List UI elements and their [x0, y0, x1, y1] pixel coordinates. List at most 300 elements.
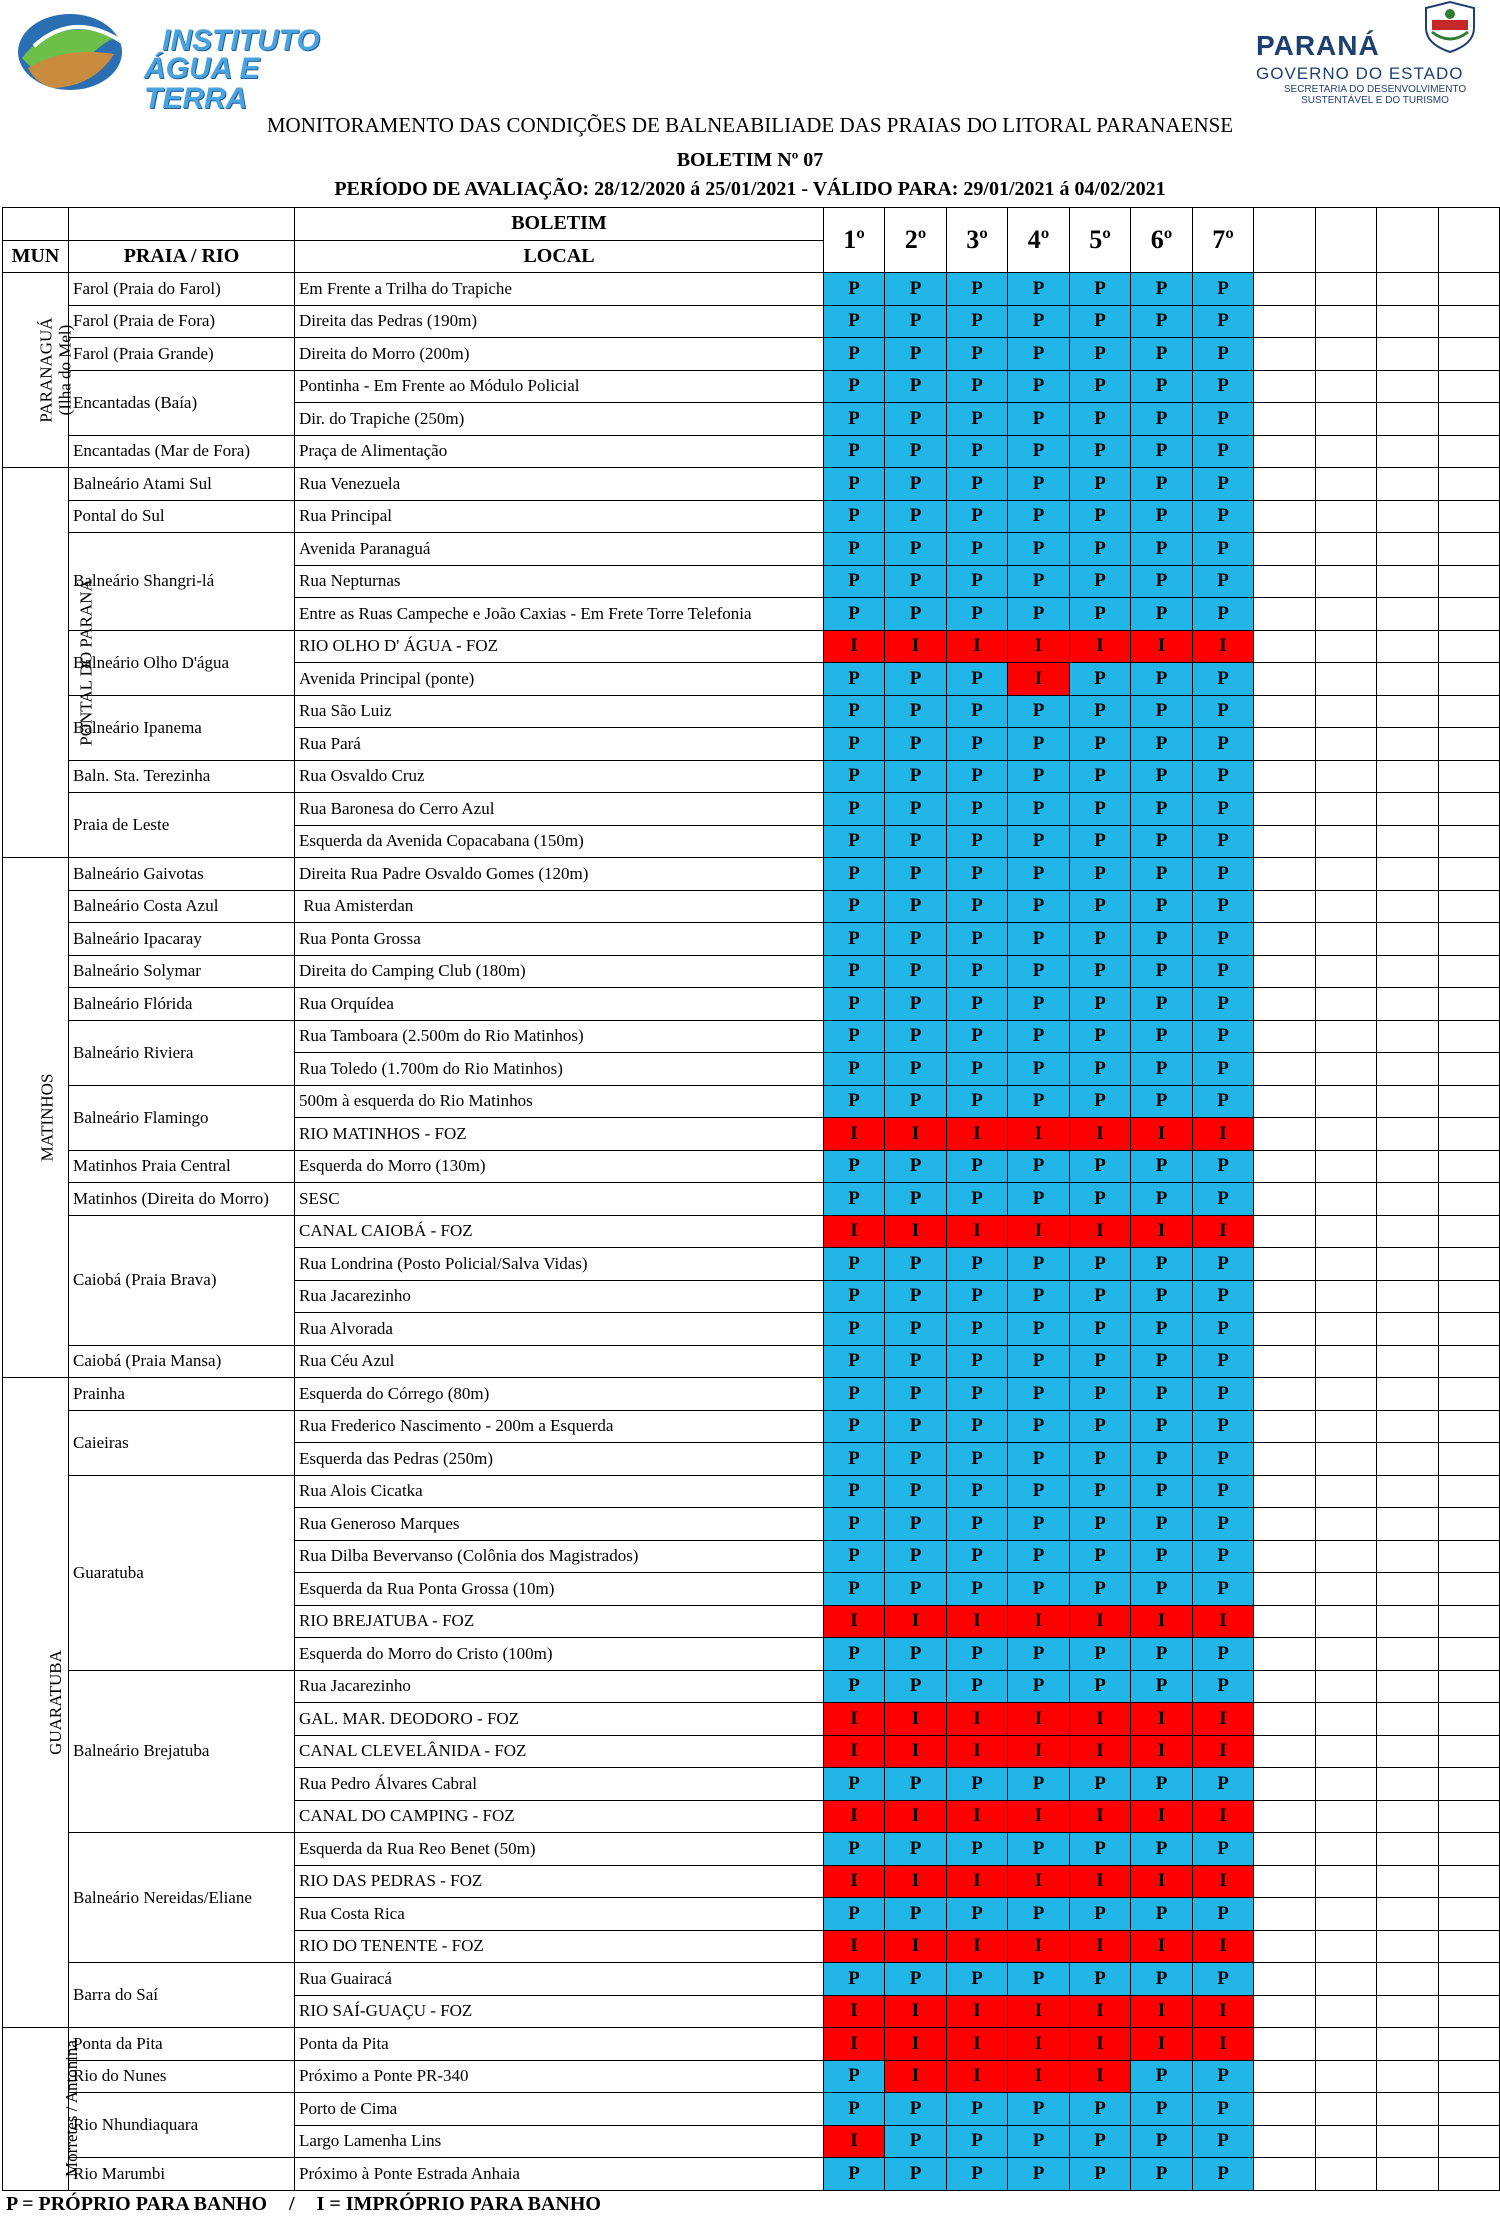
empty-cell — [1316, 2125, 1377, 2158]
praia-cell: Baln. Sta. Terezinha — [69, 760, 295, 793]
status-cell-day-4: P — [1008, 728, 1070, 761]
empty-cell — [1439, 1313, 1500, 1346]
status-cell-day-6: P — [1131, 760, 1193, 793]
status-cell-day-2: P — [885, 565, 947, 598]
day-header-7: 7º — [1193, 208, 1254, 273]
status-cell-day-5: P — [1070, 403, 1131, 436]
status-cell-day-4: I — [1008, 2060, 1070, 2093]
status-cell-day-7: P — [1193, 1378, 1254, 1411]
empty-cell — [1254, 955, 1316, 988]
empty-cell — [1439, 1800, 1500, 1833]
empty-cell — [1254, 565, 1316, 598]
local-cell: CANAL CLEVELÂNIDA - FOZ — [295, 1735, 824, 1768]
status-cell-day-1: P — [824, 825, 885, 858]
status-cell-day-6: I — [1131, 630, 1193, 663]
status-cell-day-6: P — [1131, 1345, 1193, 1378]
empty-cell — [1439, 1898, 1500, 1931]
status-cell-day-5: P — [1070, 923, 1131, 956]
local-cell: Rua Dilba Bevervanso (Colônia dos Magistrados) — [295, 1540, 824, 1573]
empty-cell — [1439, 988, 1500, 1021]
empty-cell — [1377, 338, 1439, 371]
status-cell-day-5: I — [1070, 1735, 1131, 1768]
status-cell-day-3: P — [947, 1573, 1008, 1606]
empty-cell — [1254, 1118, 1316, 1151]
status-cell-day-3: I — [947, 1735, 1008, 1768]
empty-cell — [1254, 1508, 1316, 1541]
status-cell-day-2: P — [885, 1280, 947, 1313]
municipality-label-line: PARANAGUÁ — [36, 316, 56, 423]
status-cell-day-7: P — [1193, 565, 1254, 598]
status-cell-day-4: P — [1008, 1053, 1070, 1086]
status-cell-day-1: P — [824, 338, 885, 371]
empty-cell — [1439, 500, 1500, 533]
status-cell-day-6: P — [1131, 2158, 1193, 2191]
status-cell-day-5: P — [1070, 1020, 1131, 1053]
status-cell-day-1: P — [824, 1508, 885, 1541]
status-cell-day-1: P — [824, 1085, 885, 1118]
empty-cell — [1439, 598, 1500, 631]
local-cell: Esquerda da Rua Reo Benet (50m) — [295, 1833, 824, 1866]
status-cell-day-7: P — [1193, 1963, 1254, 1996]
local-cell: Rua Generoso Marques — [295, 1508, 824, 1541]
empty-cell — [1439, 2093, 1500, 2126]
local-cell: Esquerda das Pedras (250m) — [295, 1443, 824, 1476]
status-cell-day-4: I — [1008, 2028, 1070, 2061]
status-cell-day-3: P — [947, 1280, 1008, 1313]
status-cell-day-2: P — [885, 1313, 947, 1346]
municipality-cell — [3, 1378, 69, 2028]
status-cell-day-2: P — [885, 1020, 947, 1053]
status-cell-day-2: P — [885, 2158, 947, 2191]
status-cell-day-7: P — [1193, 923, 1254, 956]
status-cell-day-2: I — [885, 1865, 947, 1898]
status-cell-day-1: P — [824, 370, 885, 403]
status-cell-day-1: P — [824, 695, 885, 728]
table-row — [3, 760, 1500, 793]
status-cell-day-2: P — [885, 1345, 947, 1378]
status-cell-day-4: P — [1008, 988, 1070, 1021]
status-cell-day-5: P — [1070, 1573, 1131, 1606]
empty-cell — [1316, 1378, 1377, 1411]
status-cell-day-4: P — [1008, 338, 1070, 371]
empty-cell — [1439, 1833, 1500, 1866]
empty-cell — [1439, 338, 1500, 371]
status-cell-day-7: P — [1193, 2093, 1254, 2126]
local-cell: Direita das Pedras (190m) — [295, 305, 824, 338]
status-cell-day-5: P — [1070, 1378, 1131, 1411]
empty-cell — [1439, 1508, 1500, 1541]
local-cell: Rua Venezuela — [295, 468, 824, 501]
empty-cell — [1316, 1963, 1377, 1996]
empty-cell — [1254, 1443, 1316, 1476]
status-cell-day-5: I — [1070, 1118, 1131, 1151]
table-row — [3, 988, 1500, 1021]
municipality-cell — [3, 2028, 81, 2191]
status-cell-day-5: I — [1070, 1930, 1131, 1963]
status-cell-day-6: P — [1131, 923, 1193, 956]
empty-cell — [1254, 630, 1316, 663]
status-cell-day-4: P — [1008, 923, 1070, 956]
municipality-label — [37, 317, 75, 422]
empty-cell — [1377, 1898, 1439, 1931]
empty-cell — [1377, 793, 1439, 826]
local-cell: Rua Londrina (Posto Policial/Salva Vidas) — [295, 1248, 824, 1281]
status-cell-day-1: P — [824, 1475, 885, 1508]
municipality-label-line: GUARATUBA — [45, 1649, 65, 1755]
status-cell-day-5: P — [1070, 1150, 1131, 1183]
praia-cell: Balneário Flamingo — [69, 1085, 295, 1150]
empty-cell — [1439, 1540, 1500, 1573]
status-cell-day-1: I — [824, 1605, 885, 1638]
status-cell-day-5: P — [1070, 858, 1131, 891]
local-cell: Em Frente a Trilha do Trapiche — [295, 273, 824, 306]
status-cell-day-2: I — [885, 1800, 947, 1833]
empty-cell — [1377, 858, 1439, 891]
table-row — [3, 1150, 1500, 1183]
status-cell-day-6: I — [1131, 1800, 1193, 1833]
status-cell-day-2: I — [885, 2028, 947, 2061]
status-cell-day-3: P — [947, 2158, 1008, 2191]
status-cell-day-2: P — [885, 500, 947, 533]
municipality-label — [77, 579, 96, 745]
status-cell-day-6: P — [1131, 1670, 1193, 1703]
status-cell-day-1: P — [824, 565, 885, 598]
status-cell-day-5: P — [1070, 533, 1131, 566]
status-cell-day-1: P — [824, 1638, 885, 1671]
status-cell-day-1: P — [824, 890, 885, 923]
empty-cell — [1316, 2093, 1377, 2126]
empty-cell — [1254, 273, 1316, 306]
empty-cell — [1254, 1833, 1316, 1866]
table-row — [3, 1085, 1500, 1118]
status-cell-day-3: P — [947, 403, 1008, 436]
status-cell-day-2: P — [885, 2093, 947, 2126]
local-cell: Rua Pará — [295, 728, 824, 761]
bulletin-number: BOLETIM Nº 07 — [676, 149, 824, 171]
status-cell-day-6: I — [1131, 1930, 1193, 1963]
empty-cell — [1377, 1573, 1439, 1606]
status-cell-day-7: I — [1193, 1995, 1254, 2028]
status-cell-day-7: P — [1193, 435, 1254, 468]
status-cell-day-2: P — [885, 403, 947, 436]
status-cell-day-3: I — [947, 1865, 1008, 1898]
status-cell-day-5: P — [1070, 988, 1131, 1021]
table-row — [3, 630, 1500, 663]
status-cell-day-6: I — [1131, 2028, 1193, 2061]
status-cell-day-5: P — [1070, 2125, 1131, 2158]
status-cell-day-2: P — [885, 1670, 947, 1703]
empty-cell — [1377, 435, 1439, 468]
local-cell: Rua Principal — [295, 500, 824, 533]
status-cell-day-4: P — [1008, 370, 1070, 403]
status-cell-day-1: P — [824, 1540, 885, 1573]
status-cell-day-3: P — [947, 1540, 1008, 1573]
empty-cell — [1316, 1150, 1377, 1183]
local-cell: Rua Nepturnas — [295, 565, 824, 598]
status-cell-day-4: P — [1008, 1280, 1070, 1313]
status-cell-day-4: P — [1008, 825, 1070, 858]
empty-cell — [1254, 988, 1316, 1021]
empty-cell — [1439, 1963, 1500, 1996]
status-cell-day-3: P — [947, 1150, 1008, 1183]
empty-cell — [1377, 403, 1439, 436]
empty-cell — [1254, 1605, 1316, 1638]
status-cell-day-3: P — [947, 500, 1008, 533]
status-cell-day-6: I — [1131, 1865, 1193, 1898]
status-cell-day-4: P — [1008, 858, 1070, 891]
status-cell-day-1: P — [824, 1150, 885, 1183]
empty-cell — [1254, 1345, 1316, 1378]
table-row — [3, 1475, 1500, 1508]
local-cell: Rua Tamboara (2.500m do Rio Matinhos) — [295, 1020, 824, 1053]
municipality-label — [62, 2040, 81, 2177]
empty-cell — [1254, 923, 1316, 956]
empty-cell — [1439, 695, 1500, 728]
table-header-row-1 — [3, 208, 1500, 241]
instituto-logo-icon — [14, 6, 144, 92]
local-cell: Direita do Camping Club (180m) — [295, 955, 824, 988]
praia-cell: Rio Marumbi — [69, 2158, 295, 2191]
status-cell-day-5: I — [1070, 1605, 1131, 1638]
empty-cell — [1439, 1248, 1500, 1281]
status-cell-day-3: P — [947, 728, 1008, 761]
table-row — [3, 2158, 1500, 2191]
empty-cell — [1254, 305, 1316, 338]
table-row — [3, 1345, 1500, 1378]
status-cell-day-7: P — [1193, 533, 1254, 566]
empty-cell — [1316, 1800, 1377, 1833]
status-cell-day-5: P — [1070, 1345, 1131, 1378]
status-cell-day-6: P — [1131, 825, 1193, 858]
empty-cell — [1254, 1800, 1316, 1833]
status-cell-day-1: P — [824, 1963, 885, 1996]
empty-cell — [1439, 1345, 1500, 1378]
status-cell-day-6: P — [1131, 1508, 1193, 1541]
status-cell-day-2: I — [885, 1930, 947, 1963]
status-cell-day-3: I — [947, 1605, 1008, 1638]
empty-cell — [1316, 1280, 1377, 1313]
local-cell: Rua Amisterdan — [295, 890, 824, 923]
status-cell-day-2: I — [885, 2060, 947, 2093]
local-cell: Rua São Luiz — [295, 695, 824, 728]
status-cell-day-1: P — [824, 2060, 885, 2093]
empty-cell — [1316, 1313, 1377, 1346]
empty-cell — [1439, 1735, 1500, 1768]
status-cell-day-1: P — [824, 1280, 885, 1313]
empty-cell — [1316, 793, 1377, 826]
status-cell-day-4: P — [1008, 1150, 1070, 1183]
status-cell-day-7: P — [1193, 2158, 1254, 2191]
status-cell-day-6: P — [1131, 890, 1193, 923]
empty-cell — [1377, 1735, 1439, 1768]
status-cell-day-7: P — [1193, 1638, 1254, 1671]
status-cell-day-1: P — [824, 468, 885, 501]
empty-cell — [1377, 1118, 1439, 1151]
local-cell: Esquerda do Morro do Cristo (100m) — [295, 1638, 824, 1671]
status-cell-day-6: P — [1131, 1833, 1193, 1866]
empty-cell — [1316, 1085, 1377, 1118]
status-cell-day-3: P — [947, 663, 1008, 696]
empty-cell — [1316, 2028, 1377, 2061]
empty-cell — [1439, 533, 1500, 566]
status-cell-day-4: P — [1008, 1963, 1070, 1996]
empty-cell — [1316, 1768, 1377, 1801]
status-cell-day-3: P — [947, 1638, 1008, 1671]
empty-cell — [1439, 1930, 1500, 1963]
status-cell-day-5: P — [1070, 1508, 1131, 1541]
empty-cell — [1439, 760, 1500, 793]
empty-cell — [1316, 533, 1377, 566]
status-cell-day-7: P — [1193, 988, 1254, 1021]
status-cell-day-2: P — [885, 598, 947, 631]
status-cell-day-3: P — [947, 1345, 1008, 1378]
status-cell-day-7: P — [1193, 1475, 1254, 1508]
status-cell-day-7: I — [1193, 1930, 1254, 1963]
empty-cell — [1316, 273, 1377, 306]
status-cell-day-7: P — [1193, 1540, 1254, 1573]
praia-cell: Prainha — [69, 1378, 295, 1411]
status-cell-day-1: P — [824, 955, 885, 988]
local-cell: RIO SAÍ-GUAÇU - FOZ — [295, 1995, 824, 2028]
status-cell-day-6: I — [1131, 1215, 1193, 1248]
legend-proprio: P = PRÓPRIO PARA BANHO — [6, 2193, 268, 2215]
status-cell-day-6: P — [1131, 728, 1193, 761]
empty-cell — [1377, 1670, 1439, 1703]
local-cell: RIO OLHO D' ÁGUA - FOZ — [295, 630, 824, 663]
empty-cell — [1377, 890, 1439, 923]
empty-cell — [1439, 273, 1500, 306]
empty-cell — [1377, 370, 1439, 403]
status-cell-day-4: P — [1008, 533, 1070, 566]
status-cell-day-1: P — [824, 988, 885, 1021]
empty-cell — [1377, 1313, 1439, 1346]
status-cell-day-5: P — [1070, 1963, 1131, 1996]
status-cell-day-2: I — [885, 1995, 947, 2028]
praia-cell: Matinhos Praia Central — [69, 1150, 295, 1183]
empty-cell — [1254, 695, 1316, 728]
status-cell-day-4: P — [1008, 1443, 1070, 1476]
status-cell-day-3: I — [947, 1703, 1008, 1736]
status-cell-day-1: P — [824, 1053, 885, 1086]
empty-cell — [1377, 760, 1439, 793]
municipality-label — [46, 1650, 65, 1755]
empty-cell — [1439, 468, 1500, 501]
praia-cell: Caiobá (Praia Brava) — [69, 1215, 295, 1345]
empty-cell — [1316, 2158, 1377, 2191]
empty-cell — [1254, 1475, 1316, 1508]
status-cell-day-3: P — [947, 1020, 1008, 1053]
status-cell-day-3: P — [947, 468, 1008, 501]
local-cell: Porto de Cima — [295, 2093, 824, 2126]
praia-cell: Balneário Ipanema — [69, 695, 295, 760]
status-cell-day-3: P — [947, 1183, 1008, 1216]
empty-cell — [1439, 403, 1500, 436]
local-cell: Esquerda do Córrego (80m) — [295, 1378, 824, 1411]
status-cell-day-7: I — [1193, 2028, 1254, 2061]
local-cell: Rua Guairacá — [295, 1963, 824, 1996]
status-cell-day-1: P — [824, 1898, 885, 1931]
status-cell-day-7: P — [1193, 338, 1254, 371]
status-cell-day-3: P — [947, 2125, 1008, 2158]
status-cell-day-1: P — [824, 1410, 885, 1443]
local-cell: Ponta da Pita — [295, 2028, 824, 2061]
empty-cell — [1377, 2060, 1439, 2093]
status-cell-day-7: P — [1193, 1833, 1254, 1866]
empty-cell — [1254, 1703, 1316, 1736]
status-cell-day-4: I — [1008, 1215, 1070, 1248]
status-cell-day-3: P — [947, 825, 1008, 858]
empty-cell — [1316, 1475, 1377, 1508]
empty-cell — [1439, 1053, 1500, 1086]
empty-cell — [1254, 1378, 1316, 1411]
status-cell-day-5: P — [1070, 1638, 1131, 1671]
status-cell-day-4: P — [1008, 2125, 1070, 2158]
empty-cell — [1254, 533, 1316, 566]
empty-cell — [1254, 2093, 1316, 2126]
table-row — [3, 370, 1500, 403]
status-cell-day-2: P — [885, 1183, 947, 1216]
status-cell-day-5: P — [1070, 500, 1131, 533]
status-cell-day-2: P — [885, 338, 947, 371]
empty-cell — [1254, 1085, 1316, 1118]
status-cell-day-5: I — [1070, 1703, 1131, 1736]
state-coat-of-arms-icon — [1418, 2, 1482, 52]
empty-cell — [1316, 1508, 1377, 1541]
empty-cell — [1316, 923, 1377, 956]
empty-cell — [1377, 598, 1439, 631]
status-cell-day-5: P — [1070, 1475, 1131, 1508]
empty-cell — [1377, 305, 1439, 338]
empty-cell — [1439, 2060, 1500, 2093]
day-header-4: 4º — [1008, 208, 1070, 273]
status-cell-day-6: P — [1131, 468, 1193, 501]
status-cell-day-7: P — [1193, 305, 1254, 338]
status-cell-day-4: P — [1008, 1573, 1070, 1606]
status-cell-day-2: P — [885, 1150, 947, 1183]
municipality-label — [37, 1073, 56, 1161]
status-cell-day-5: P — [1070, 1053, 1131, 1086]
status-cell-day-7: P — [1193, 1443, 1254, 1476]
table-row — [3, 468, 1500, 501]
empty-cell — [1254, 598, 1316, 631]
status-cell-day-1: P — [824, 1768, 885, 1801]
empty-cell — [1439, 1150, 1500, 1183]
status-cell-day-6: I — [1131, 1118, 1193, 1151]
local-cell: Direita Rua Padre Osvaldo Gomes (120m) — [295, 858, 824, 891]
status-cell-day-2: P — [885, 468, 947, 501]
local-cell: GAL. MAR. DEODORO - FOZ — [295, 1703, 824, 1736]
table-row — [3, 1410, 1500, 1443]
status-cell-day-4: P — [1008, 1898, 1070, 1931]
status-cell-day-7: P — [1193, 468, 1254, 501]
status-cell-day-7: P — [1193, 1573, 1254, 1606]
status-cell-day-5: I — [1070, 2060, 1131, 2093]
status-cell-day-3: P — [947, 890, 1008, 923]
table-row — [3, 1670, 1500, 1703]
empty-cell — [1377, 1443, 1439, 1476]
empty-cell — [1377, 2158, 1439, 2191]
status-cell-day-4: P — [1008, 273, 1070, 306]
praia-column-header: PRAIA / RIO — [69, 240, 295, 273]
status-cell-day-6: P — [1131, 2125, 1193, 2158]
empty-cell — [1254, 435, 1316, 468]
empty-cell — [1316, 1053, 1377, 1086]
status-cell-day-7: P — [1193, 1150, 1254, 1183]
page-title: MONITORAMENTO DAS CONDIÇÕES DE BALNEABILIADE DAS PRAIAS DO LITORAL PARANAENSE — [266, 113, 1234, 137]
blank-header — [1316, 208, 1377, 273]
praia-cell: Barra do Saí — [69, 1963, 295, 2028]
state-name: PARANÁ — [1256, 30, 1380, 61]
